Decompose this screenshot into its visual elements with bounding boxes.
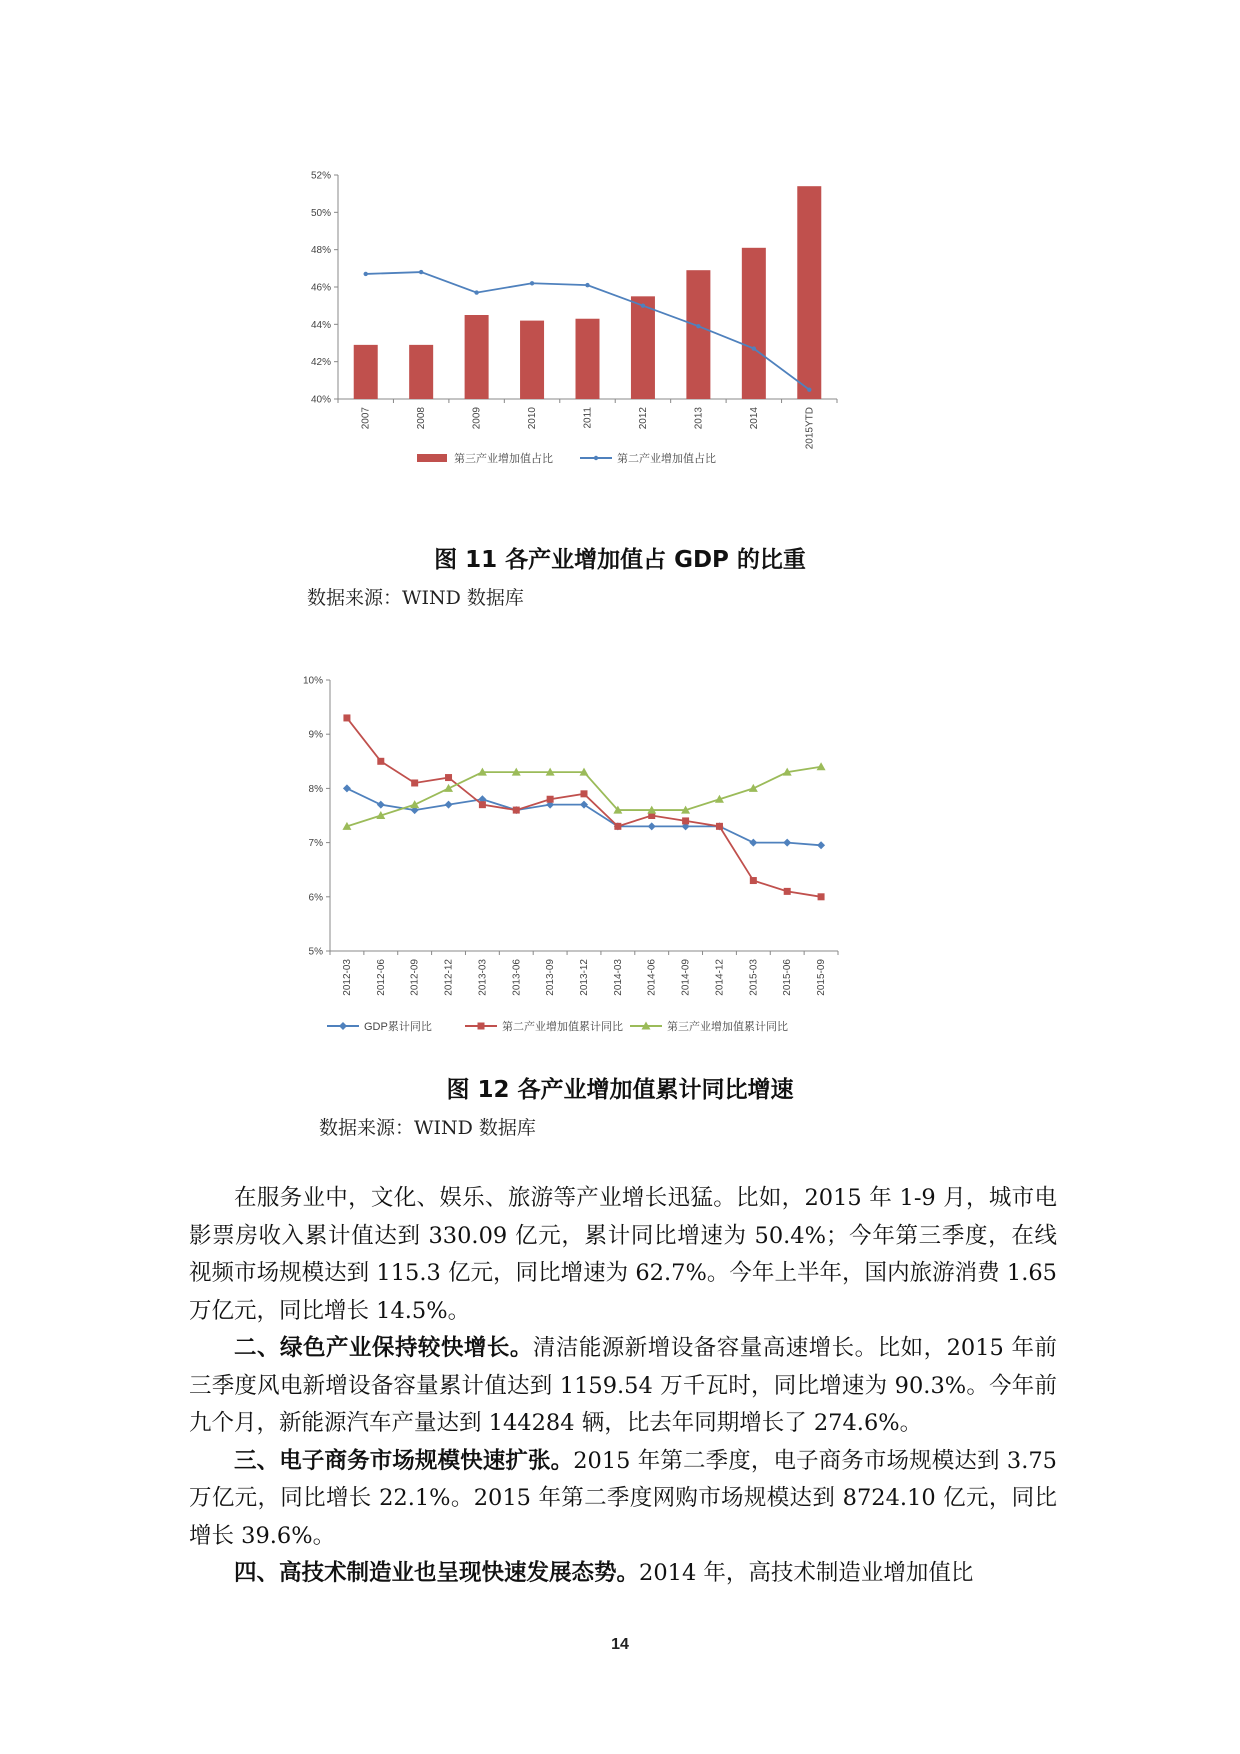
legend-marker <box>339 1022 347 1030</box>
data-point <box>784 888 791 895</box>
data-point <box>474 290 478 294</box>
x-tick-label: 2014-09 <box>680 959 692 996</box>
x-tick-label: 2007 <box>360 407 372 430</box>
data-point <box>444 784 453 792</box>
x-tick-label: 2015-09 <box>816 959 828 996</box>
legend-label: GDP累计同比 <box>364 1021 432 1033</box>
page-number: 14 <box>611 1636 629 1653</box>
data-point <box>682 817 689 824</box>
y-tick-label: 48% <box>310 245 331 257</box>
paragraph-high-tech-text: 2014 年，高技术制造业增加值比 <box>639 1560 974 1586</box>
paragraph-services: 在服务业中，文化、娱乐、旅游等产业增长迅猛。比如，2015 年 1-9 月，城市电影票房收入累计值达到 330.09 亿元，累计同比增速为 50.4%；今年第三季度，在线视频市场规模达到 115.3 亿元，同比增速为 62.7%。今年上半年，国内旅游消费 1.65 万亿元，同比增长 14.5%。 <box>189 1185 1057 1324</box>
x-tick-label: 2013 <box>693 407 705 430</box>
data-point <box>530 281 534 285</box>
paragraph-green-industry-text: 清洁能源新增设备容量高速增长。比如，2015 年前三季度风电新增设备容量累计值达到 1159.54 万千瓦时，同比增速为 90.3%。今年前九个月，新能源汽车产量达到 144284 辆，比去年同期增长了 274.6%。 <box>189 1335 1057 1436</box>
data-point <box>641 303 645 307</box>
y-tick-label: 9% <box>308 729 323 741</box>
x-tick-label: 2011 <box>582 407 594 429</box>
y-tick-label: 5% <box>308 946 323 958</box>
data-point <box>377 801 385 809</box>
data-point <box>479 801 486 808</box>
bar <box>520 321 544 399</box>
x-tick-label: 2014-12 <box>714 959 726 996</box>
y-tick-label: 46% <box>310 282 331 294</box>
y-tick-label: 10% <box>302 675 323 687</box>
x-tick-label: 2014 <box>748 407 760 430</box>
x-tick-label: 2013-12 <box>579 959 590 996</box>
bar <box>631 296 655 399</box>
data-point <box>445 801 453 809</box>
data-point <box>696 324 700 328</box>
figure-12-source: 数据来源：WIND 数据库 <box>319 1117 536 1139</box>
x-tick-label: 2013-09 <box>545 959 557 996</box>
data-point <box>377 758 384 765</box>
data-point <box>513 807 520 814</box>
figure-11-source: 数据来源：WIND 数据库 <box>307 587 524 609</box>
x-tick-label: 2015YTD <box>804 407 816 450</box>
figure-12-caption: 图 12 各产业增加值累计同比增速 <box>446 1077 794 1103</box>
data-point <box>410 800 419 808</box>
heading-ecommerce: 三、电子商务市场规模快速扩张。 <box>234 1447 574 1474</box>
bar <box>465 315 489 399</box>
data-point <box>750 877 757 884</box>
legend-swatch <box>417 454 447 462</box>
legend-marker <box>594 456 598 460</box>
y-tick-label: 42% <box>310 357 331 369</box>
data-point <box>817 841 825 849</box>
legend-marker <box>478 1023 485 1030</box>
data-point <box>411 779 418 786</box>
y-tick-label: 7% <box>308 838 323 850</box>
data-point <box>547 796 554 803</box>
data-point <box>343 714 350 721</box>
x-tick-label: 2014-03 <box>612 959 624 996</box>
y-tick-label: 44% <box>310 319 331 331</box>
y-tick-label: 50% <box>310 207 331 219</box>
bar <box>797 186 821 399</box>
y-tick-label: 6% <box>308 892 323 904</box>
data-point <box>716 823 723 830</box>
legend-label: 第二产业增加值累计同比 <box>502 1021 623 1033</box>
x-tick-label: 2012 <box>637 407 649 430</box>
x-tick-label: 2013-06 <box>511 959 523 996</box>
data-point <box>364 272 368 276</box>
data-point <box>807 387 811 391</box>
data-point <box>749 839 757 847</box>
chart-industry-growth-yoy <box>290 670 940 1040</box>
y-tick-label: 52% <box>310 170 331 182</box>
paragraph-green-industry <box>189 1330 1057 1443</box>
figure-11-caption: 图 11 各产业增加值占 GDP 的比重 <box>434 547 806 573</box>
data-point <box>445 774 452 781</box>
bar <box>686 270 710 399</box>
data-point <box>818 893 825 900</box>
data-point <box>343 784 351 792</box>
data-point <box>752 346 756 350</box>
legend-label: 第三产业增加值占比 <box>454 453 553 465</box>
x-tick-label: 2013-03 <box>477 959 489 996</box>
bar <box>354 345 378 399</box>
data-point <box>581 790 588 797</box>
x-tick-label: 2009 <box>471 407 483 430</box>
data-point <box>614 823 621 830</box>
x-tick-label: 2015-06 <box>782 959 794 996</box>
legend-label: 第二产业增加值占比 <box>617 453 716 465</box>
heading-high-tech: 四、高技术制造业也呈现快速发展态势。 <box>234 1560 640 1586</box>
x-tick-label: 2012-12 <box>443 959 455 996</box>
paragraph-ecommerce <box>189 1443 1057 1556</box>
heading-green-industry: 二、绿色产业保持较快增长。 <box>234 1335 533 1361</box>
data-point <box>817 762 826 770</box>
bar <box>409 345 433 399</box>
bar <box>742 248 766 399</box>
x-tick-label: 2010 <box>527 407 539 430</box>
bar <box>576 319 600 399</box>
y-tick-label: 8% <box>308 783 323 795</box>
data-point <box>648 822 656 830</box>
x-tick-label: 2012-03 <box>341 959 353 996</box>
body-text <box>189 1180 1057 1593</box>
y-tick-label: 40% <box>310 394 331 406</box>
data-point <box>585 283 589 287</box>
x-tick-label: 2014-06 <box>646 959 658 996</box>
x-tick-label: 2012-06 <box>375 959 387 996</box>
data-point <box>749 784 758 792</box>
legend-label: 第三产业增加值累计同比 <box>667 1021 788 1033</box>
paragraph-high-tech <box>189 1555 1057 1593</box>
x-tick-label: 2015-03 <box>748 959 760 996</box>
data-point <box>783 839 791 847</box>
chart-industry-share-of-gdp <box>290 165 940 525</box>
paragraph-ecommerce-text: 2015 年第二季度，电子商务市场规模达到 3.75 万亿元，同比增长 22.1%。2015 年第二季度网购市场规模达到 8724.10 亿元，同比增长 39.6%。 <box>189 1447 1057 1549</box>
data-point <box>419 270 423 274</box>
x-tick-label: 2008 <box>416 407 428 430</box>
x-tick-label: 2012-09 <box>409 959 421 996</box>
